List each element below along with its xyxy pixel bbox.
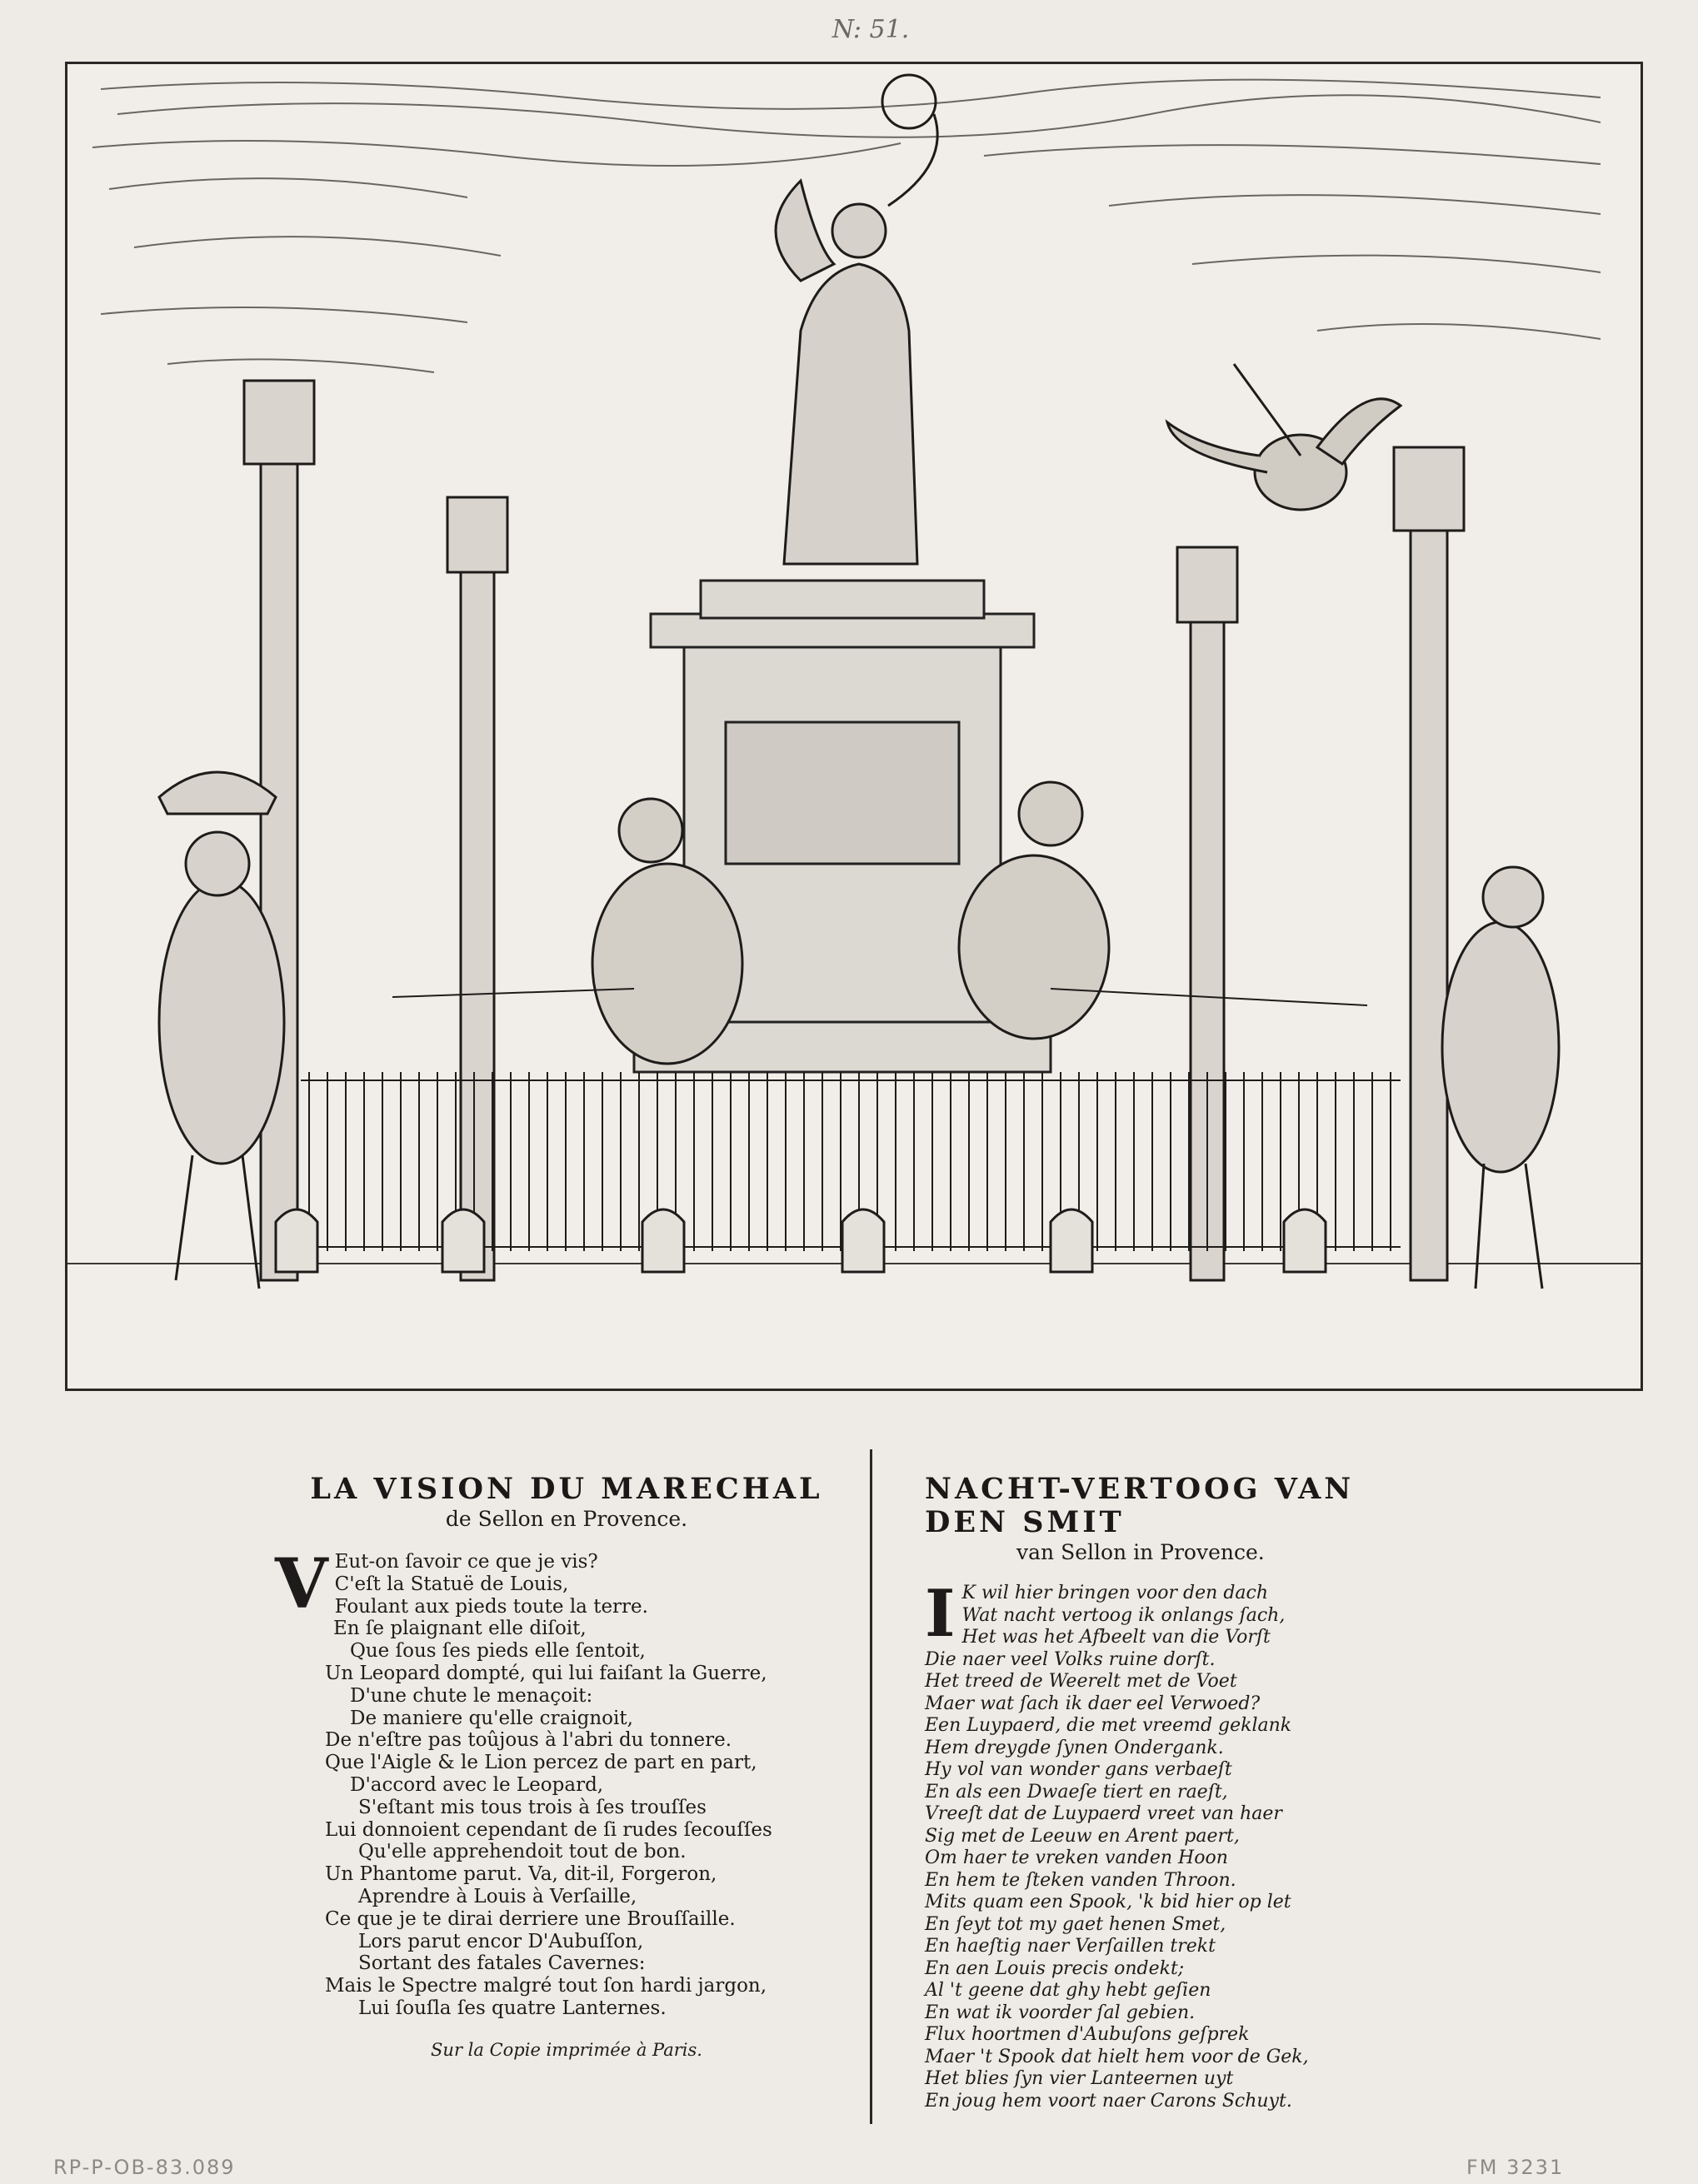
dutch-dropcap: I <box>925 1576 956 1652</box>
smith-figure <box>1442 867 1559 1289</box>
verse-line: Lors parut encor D'Aubuſſon, <box>358 1930 644 1952</box>
verse-line: Al 't geene dat ghy hebt geſien <box>925 1980 1211 2001</box>
verse-line: Het blies ſyn vier Lanteernen uyt <box>925 2068 1234 2089</box>
verse-line: Het was het Afbeelt van die Vorſt <box>961 1627 1271 1648</box>
verse-line: C'eſt la Statuë de Louis, <box>334 1573 569 1595</box>
verse-line: En wat ik voorder ſal gebien. <box>925 2002 1196 2023</box>
column-divider <box>870 1449 872 2124</box>
verse-line: En joug hem voort naer Carons Schuyt. <box>925 2090 1292 2112</box>
plate-number: N: 51. <box>832 15 910 44</box>
verse-line: D'accord avec le Leopard, <box>350 1773 604 1796</box>
verse-line: De maniere qu'elle craignoit, <box>350 1707 633 1729</box>
engraving-illustration <box>67 64 1641 1389</box>
dutch-title: NACHT-VERTOOG VAN DEN SMIT <box>925 1472 1355 1539</box>
verse-line: Mais le Spectre malgré tout ſon hardi jargon, <box>325 1975 767 1997</box>
french-subtitle: de Sellon en Provence. <box>445 1507 688 1531</box>
verse-line: Vreeſt dat de Luypaerd vreet van haer <box>925 1803 1282 1824</box>
dutch-poem <box>925 1473 1441 2112</box>
verse-line: Ce que je te dirai derriere une Brouſſaille. <box>325 1907 736 1930</box>
verse-line: Lui donnoient cependant de ſi rudes ſecouſſes <box>325 1818 772 1841</box>
verse-line: Wat nacht vertoog ik onlangs ſach, <box>961 1604 1286 1626</box>
verse-line: D'une chute le menaçoit: <box>350 1684 593 1707</box>
verse-line: Aprendre à Louis à Verſaille, <box>358 1885 637 1907</box>
verse-line: Que ſous ſes pieds elle ſentoit, <box>350 1640 646 1663</box>
verse-line: En haeſtig naer Verſaillen trekt <box>925 1936 1216 1957</box>
french-dropcap: V <box>275 1544 328 1624</box>
verse-line: En ſeyt tot my gaet henen Smet, <box>925 1913 1226 1935</box>
french-title: LA VISION DU MARECHAL <box>310 1472 823 1506</box>
winged-demon <box>1167 364 1401 510</box>
verse-line: Sortant des fatales Cavernes: <box>358 1952 646 1975</box>
verse-line: Foulant aux pieds toute la terre. <box>334 1595 648 1618</box>
verse-line: Maer 't Spook dat hielt hem voor de Gek, <box>925 2046 1309 2067</box>
verse-line: Que l'Aigle & le Lion percez de part en part, <box>325 1752 757 1774</box>
verse-line: Lui ſouſla ſes quatre Lanternes. <box>358 1997 667 2019</box>
collection-number: RP-P-OB-83.089 <box>53 2156 236 2179</box>
verse-line: K wil hier bringen voor den dach <box>961 1583 1269 1603</box>
french-verses <box>275 1544 858 2020</box>
verse-line: Flux hoortmen d'Aubuſons geſprek <box>925 2024 1250 2045</box>
engraving-plate <box>65 62 1643 1391</box>
verse-line: Qu'elle apprehendoit tout de bon. <box>358 1841 687 1863</box>
bollards <box>276 1209 1326 1272</box>
verse-line: En aen Louis precis ondekt; <box>925 1957 1185 1979</box>
verse-line: De n'eſtre pas toûjous à l'abri du tonnere. <box>325 1729 732 1752</box>
verse-line: Eut-on ſavoir ce que je vis? <box>334 1551 598 1573</box>
catalogue-number: FM 3231 <box>1466 2156 1565 2179</box>
verse-line: Hem dreygde ſynen Ondergank. <box>925 1737 1224 1758</box>
verse-line: En ſe plaignant elle diſoit, <box>333 1618 587 1640</box>
verse-line: Het treed de Weerelt met de Voet <box>925 1671 1237 1692</box>
verse-line: Die naer veel Volks ruine dorſt. <box>925 1648 1216 1670</box>
dutch-verses <box>925 1576 1441 2112</box>
verse-line: En als een Dwaeſe tiert en raeſt, <box>925 1781 1228 1803</box>
verse-line: Sig met de Leeuw en Arent paert, <box>925 1825 1240 1847</box>
verse-line: Hy vol van wonder gans verbaeſt <box>925 1759 1232 1780</box>
french-poem <box>275 1473 858 2060</box>
verse-line: Maer wat ſach ik daer eel Verwoed? <box>925 1693 1261 1714</box>
statue-of-louis <box>776 75 937 564</box>
imprint-note: Sur la Copie imprimée à Paris. <box>431 2039 702 2060</box>
verse-line: En hem te ſteken vanden Throon. <box>925 1869 1236 1891</box>
verse-line: Un Leopard dompté, qui lui faiſant la Guerre, <box>325 1662 767 1684</box>
dutch-subtitle: van Sellon in Provence. <box>1016 1540 1265 1564</box>
verse-line: Om haer te vreken vanden Hoon <box>925 1847 1228 1868</box>
verse-line: Een Luypaerd, die met vreemd geklank <box>925 1715 1292 1736</box>
verse-line: Un Phantome parut. Va, dit-il, Forgeron, <box>325 1863 717 1886</box>
verse-line: S'eſtant mis tous trois à ſes trouſſes <box>358 1796 707 1818</box>
verse-line: Mits quam een Spook, 'k bid hier op let <box>925 1892 1291 1912</box>
